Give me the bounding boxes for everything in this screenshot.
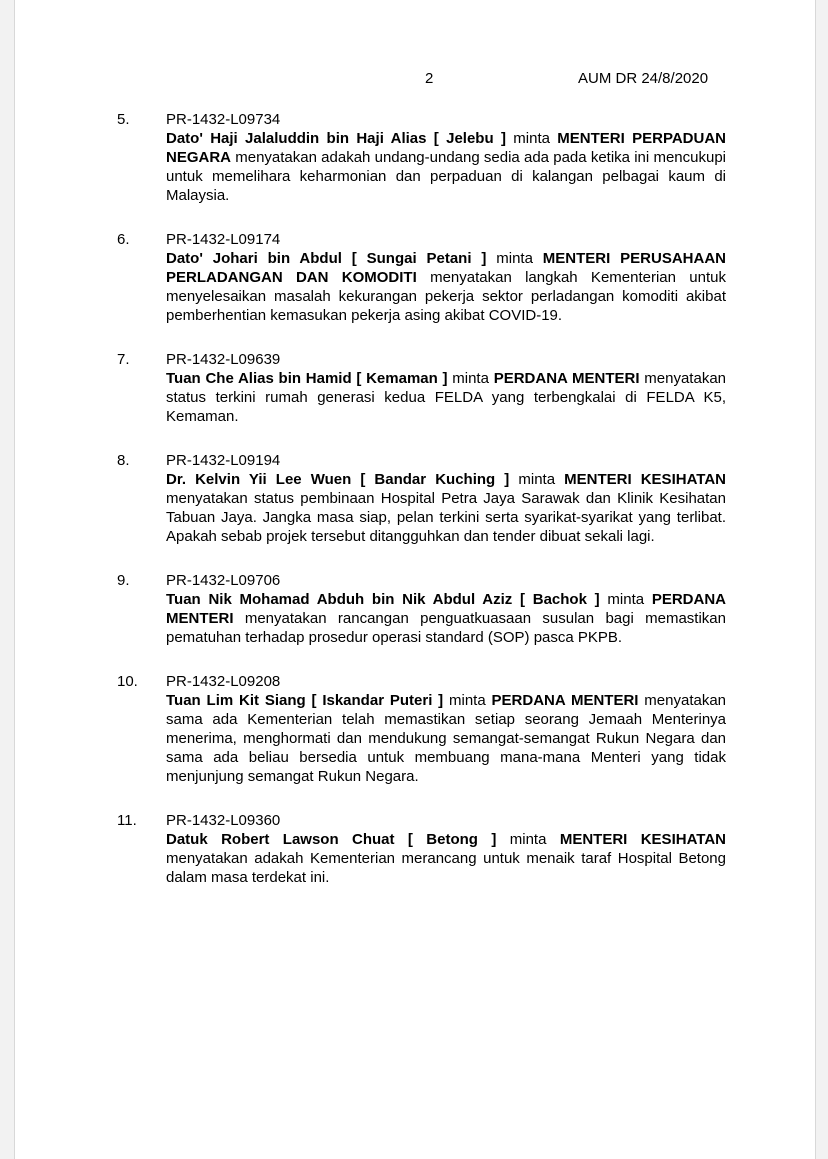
question-target-minister: MENTERI KESIHATAN (559, 831, 726, 848)
question-text: menyatakan langkah Kementerian untuk menyelesaikan masalah kekurangan pekerja sektor perladangan komoditi akibat pemberhentian kemasukan pekerja asing akibat COVID-19. (166, 269, 726, 324)
question-target-minister: PERDANA MENTERI (166, 591, 726, 627)
question-asker: Tuan Lim Kit Siang [ Iskandar Puteri ] (166, 692, 444, 709)
page-number: 2 (425, 70, 434, 87)
question-connector: minta (505, 130, 558, 147)
question-number: 7. (117, 351, 130, 368)
question-text: menyatakan sama ada Kementerian telah memastikan setiap seorang Jemaah Menterinya menerima, menghormati dan mendukung semangat-semangat Rukun Negara dan sama ada beliau bersedia untuk membuang mana-mana Menteri yang tidak menjunjung semangat Rukun Negara. (166, 692, 727, 785)
question-asker: Tuan Che Alias bin Hamid [ Kemaman ] (166, 370, 448, 387)
question-body (166, 691, 726, 786)
question-connector: minta (447, 370, 494, 387)
question-target-minister: MENTERI PERUSAHAAN PERLADANGAN DAN KOMODITI (166, 250, 726, 286)
question-text: menyatakan status pembinaan Hospital Petra Jaya Sarawak dan Klinik Kesihatan Tabuan Jaya. Jangka masa siap, pelan terkini serta syarikat-syarikat yang terlibat. Apakah sebab projek tersebut ditangguhkan dan tender dibuat sekali lagi. (166, 490, 726, 545)
question-item (15, 571, 815, 647)
question-body (166, 590, 726, 647)
question-code: PR-1432-L09208 (166, 673, 281, 690)
question-code: PR-1432-L09360 (166, 812, 281, 829)
question-asker: Dato' Haji Jalaluddin bin Haji Alias [ Jelebu ] (166, 130, 506, 147)
question-connector: minta (509, 471, 565, 488)
question-text: menyatakan status terkini rumah generasi kedua FELDA yang terbengkalai di FELDA K5, Kemaman. (166, 370, 726, 425)
question-number: 5. (117, 111, 130, 128)
question-number: 8. (117, 452, 130, 469)
document-page (14, 0, 816, 1159)
question-item (15, 350, 815, 426)
question-item (15, 811, 815, 887)
question-list (15, 110, 815, 912)
question-connector: minta (486, 250, 543, 267)
question-connector: minta (443, 692, 492, 709)
question-body (166, 470, 726, 546)
question-asker: Dr. Kelvin Yii Lee Wuen [ Bandar Kuching ] (166, 471, 510, 488)
question-target-minister: MENTERI KESIHATAN (564, 471, 727, 488)
question-text: menyatakan adakah Kementerian merancang untuk menaik taraf Hospital Betong dalam masa terdekat ini. (166, 850, 726, 886)
question-number: 9. (117, 572, 130, 589)
question-code: PR-1432-L09734 (166, 111, 281, 128)
question-asker: Datuk Robert Lawson Chuat [ Betong ] (166, 831, 497, 848)
question-code: PR-1432-L09639 (166, 351, 281, 368)
question-item (15, 230, 815, 325)
question-number: 6. (117, 231, 130, 248)
question-body (166, 369, 726, 426)
question-target-minister: PERDANA MENTERI (491, 692, 639, 709)
question-connector: minta (599, 591, 652, 608)
question-body (166, 249, 726, 325)
question-number: 11. (117, 812, 137, 829)
question-item (15, 110, 815, 205)
question-item (15, 672, 815, 786)
document-reference: AUM DR 24/8/2020 (578, 70, 709, 87)
question-item (15, 451, 815, 546)
question-code: PR-1432-L09706 (166, 572, 281, 589)
question-text: menyatakan adakah undang-undang sedia ada pada ketika ini mencukupi untuk memelihara keharmonian dan perpaduan di kalangan pelbagai kaum di Malaysia. (166, 149, 726, 204)
question-number: 10. (117, 673, 138, 690)
question-body (166, 129, 726, 205)
question-text: menyatakan rancangan penguatkuasaan susulan bagi memastikan pematuhan terhadap prosedur operasi standard (SOP) pasca PKPB. (166, 610, 726, 646)
question-connector: minta (496, 831, 560, 848)
question-code: PR-1432-L09174 (166, 231, 281, 248)
question-asker: Dato' Johari bin Abdul [ Sungai Petani ] (166, 250, 487, 267)
question-target-minister: MENTERI PERPADUAN NEGARA (166, 130, 726, 166)
question-code: PR-1432-L09194 (166, 452, 281, 469)
question-body (166, 830, 726, 887)
question-target-minister: PERDANA MENTERI (493, 370, 640, 387)
question-asker: Tuan Nik Mohamad Abduh bin Nik Abdul Aziz [ Bachok ] (166, 591, 600, 608)
